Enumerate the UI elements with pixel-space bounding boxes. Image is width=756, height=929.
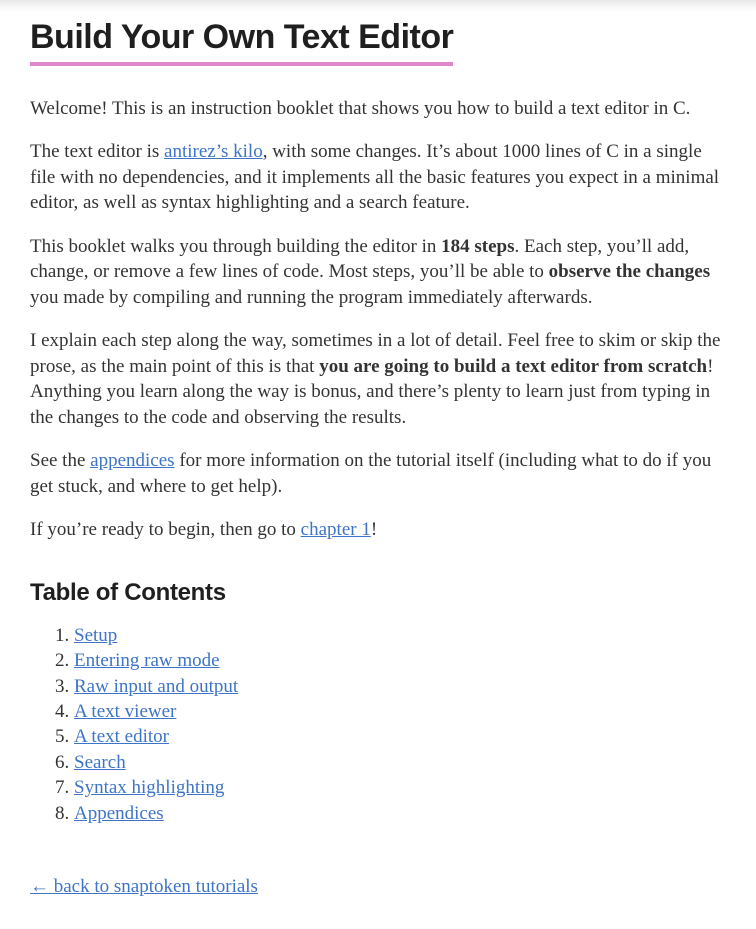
paragraph-text: !: [370, 519, 378, 541]
toc-item: [74, 724, 726, 749]
intro-paragraph-4: [30, 328, 726, 430]
intro-paragraph-5: [30, 448, 726, 499]
toc-item: [74, 674, 726, 699]
tutorial-index-page: [0, 12, 756, 929]
paragraph-text: ! Anything you learn along the way is bonus, and there’s plenty to learn just from typing in the changes to the code and observing the results.: [30, 355, 714, 428]
toc-heading: Table of Contents: [30, 578, 226, 606]
toc-link-search[interactable]: Search: [74, 751, 126, 773]
paragraph-text: for more information on the tutorial itself (including what to do if you get stuck, and where to get help).: [30, 450, 712, 497]
steps-count-bold: 184 steps: [441, 235, 515, 257]
toc-link-raw-input-and-output[interactable]: Raw input and output: [74, 675, 239, 697]
paragraph-text: I explain each step along the way, sometimes in a lot of detail. Feel free to skim or skip the prose, as the main point of this is that: [30, 330, 721, 377]
toc-link-appendices[interactable]: Appendices: [74, 802, 164, 824]
intro-paragraph-1-text: Welcome! This is an instruction booklet that shows you how to build a text editor in C.: [30, 97, 691, 119]
table-of-contents: [30, 623, 726, 826]
page-title: Build Your Own Text Editor: [30, 20, 453, 66]
toc-link-a-text-editor[interactable]: A text editor: [74, 726, 169, 748]
toc-link-syntax-highlighting[interactable]: Syntax highlighting: [74, 777, 225, 799]
toc-item: [74, 648, 726, 673]
toc-item: [74, 775, 726, 800]
paragraph-text: See the: [30, 450, 91, 472]
antirez-kilo-link[interactable]: antirez’s kilo: [164, 141, 263, 163]
toc-item: [74, 750, 726, 775]
paragraph-text: , with some changes. It’s about 1000 lines of C in a single file with no dependencies, and it implements all the basic features you expect in a minimal editor, as well as syntax highlighting and a search feature.: [30, 141, 720, 214]
toc-item: [74, 801, 726, 826]
toc-link-a-text-viewer[interactable]: A text viewer: [74, 700, 177, 722]
paragraph-text: you made by compiling and running the program immediately afterwards.: [30, 286, 593, 308]
toc-link-entering-raw-mode[interactable]: Entering raw mode: [74, 650, 220, 672]
intro-paragraph-3: [30, 234, 726, 311]
intro-paragraph-6: [30, 517, 726, 543]
paragraph-text: This booklet walks you through building the editor in: [30, 235, 442, 257]
paragraph-text: If you’re ready to begin, then go to: [30, 519, 301, 541]
build-from-scratch-bold: you are going to build a text editor from scratch: [319, 355, 708, 377]
toc-link-setup[interactable]: Setup: [74, 624, 118, 646]
appendices-link[interactable]: appendices: [90, 450, 175, 472]
observe-changes-bold: observe the changes: [548, 261, 711, 283]
toc-item: [74, 699, 726, 724]
intro-paragraph-1: [30, 96, 726, 122]
paragraph-text: The text editor is: [30, 141, 165, 163]
footer-navigation: [30, 874, 726, 900]
top-scroll-fade: [0, 0, 756, 12]
toc-item: [74, 623, 726, 648]
chapter-1-link[interactable]: chapter 1: [300, 519, 371, 541]
paragraph-text: . Each step, you’ll add, change, or remove a few lines of code. Most steps, you’ll be able to: [30, 235, 690, 283]
intro-paragraph-2: [30, 139, 726, 216]
back-to-snaptoken-tutorials-link[interactable]: ← back to snaptoken tutorials: [30, 875, 258, 897]
